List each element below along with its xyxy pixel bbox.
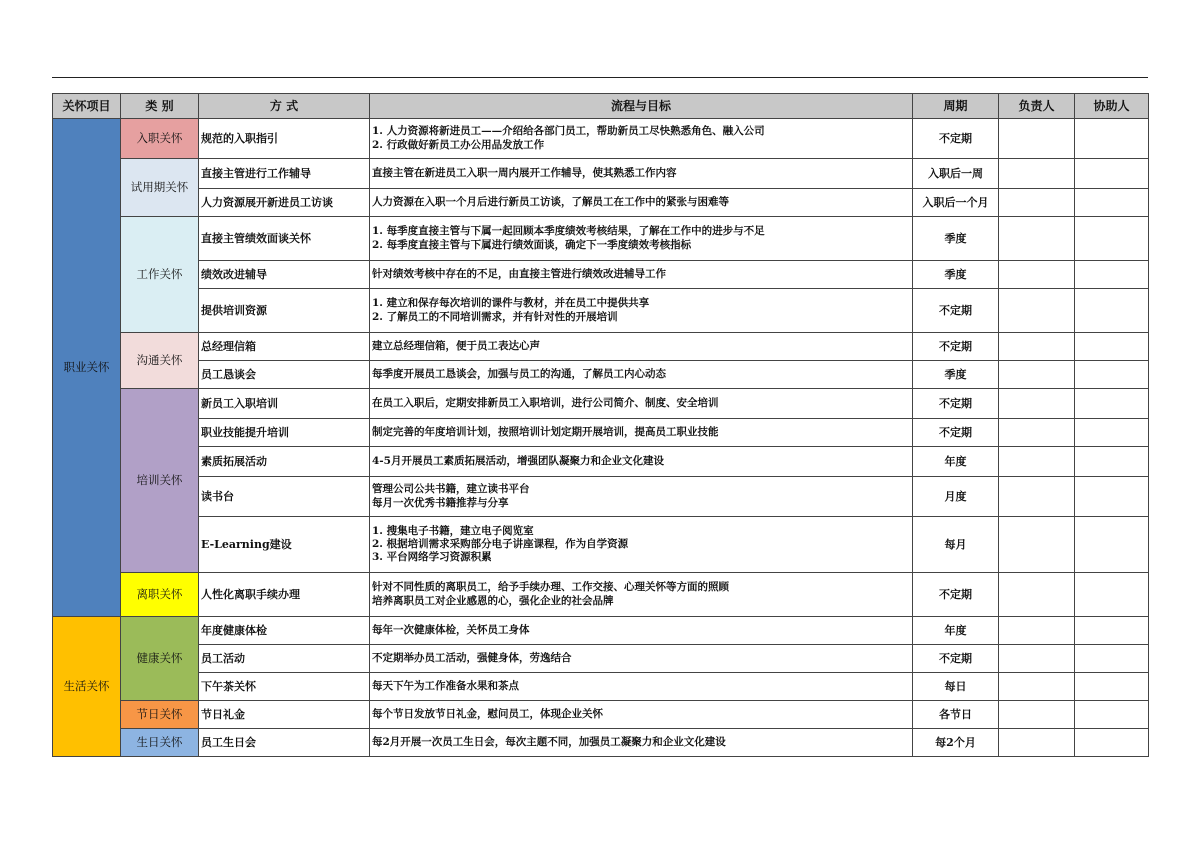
owner-cell[interactable] [999, 361, 1075, 389]
method-cell: 规范的入职指引 [199, 119, 370, 159]
flow-line: 2. 根据培训需求采购部分电子讲座课程，作为自学资源 [372, 537, 629, 550]
subcategory-festival: 节日关怀 [121, 701, 199, 729]
flow-line: 人力资源在入职一个月后进行新员工访谈，了解员工在工作中的紧张与困难等 [372, 195, 729, 208]
assistant-cell[interactable] [1075, 159, 1149, 189]
method-cell: 新员工入职培训 [199, 389, 370, 419]
owner-cell[interactable] [999, 673, 1075, 701]
assistant-cell[interactable] [1075, 673, 1149, 701]
flow-line: 每2月开展一次员工生日会，每次主题不同，加强员工凝聚力和企业文化建设 [372, 735, 726, 748]
owner-cell[interactable] [999, 447, 1075, 477]
table-row [53, 673, 1149, 701]
flow-goal-cell [370, 419, 913, 447]
flow-goal-cell [370, 389, 913, 419]
subcategory-work: 工作关怀 [121, 217, 199, 333]
flow-line: 每个节日发放节日礼金，慰问员工，体现企业关怀 [372, 707, 603, 720]
header-assistant: 协助人 [1075, 94, 1149, 119]
header-flow-goal: 流程与目标 [370, 94, 913, 119]
period-cell: 不定期 [913, 419, 999, 447]
flow-line: 4-5月开展员工素质拓展活动，增强团队凝聚力和企业文化建设 [372, 454, 664, 467]
flow-goal-cell [370, 573, 913, 617]
assistant-cell[interactable] [1075, 289, 1149, 333]
flow-goal-cell [370, 673, 913, 701]
subcategory-resign: 离职关怀 [121, 573, 199, 617]
owner-cell[interactable] [999, 389, 1075, 419]
subcategory-communication: 沟通关怀 [121, 333, 199, 389]
owner-cell[interactable] [999, 159, 1075, 189]
assistant-cell[interactable] [1075, 119, 1149, 159]
flow-line: 1. 建立和保存每次培训的课件与教材，并在员工中提供共享 [372, 297, 650, 310]
flow-line: 不定期举办员工活动，强健身体，劳逸结合 [372, 651, 572, 664]
table-row [53, 333, 1149, 361]
period-cell: 不定期 [913, 645, 999, 673]
header-method: 方 式 [199, 94, 370, 119]
header-owner: 负责人 [999, 94, 1075, 119]
method-cell: 素质拓展活动 [199, 447, 370, 477]
flow-line: 3. 平台网络学习资源积累 [372, 551, 492, 564]
flow-goal-cell [370, 477, 913, 517]
employee-care-table [52, 93, 1149, 757]
owner-cell[interactable] [999, 701, 1075, 729]
category-career: 职业关怀 [53, 119, 121, 617]
period-cell: 入职后一周 [913, 159, 999, 189]
assistant-cell[interactable] [1075, 189, 1149, 217]
period-cell: 季度 [913, 261, 999, 289]
flow-line: 每天下午为工作准备水果和茶点 [372, 679, 519, 692]
period-cell: 不定期 [913, 333, 999, 361]
assistant-cell[interactable] [1075, 333, 1149, 361]
flow-goal-cell [370, 217, 913, 261]
flow-line: 2. 了解员工的不同培训需求，并有针对性的开展培训 [372, 310, 618, 323]
period-cell: 年度 [913, 617, 999, 645]
flow-goal-cell [370, 159, 913, 189]
assistant-cell[interactable] [1075, 217, 1149, 261]
header-care-item: 关怀项目 [53, 94, 121, 119]
category-life: 生活关怀 [53, 617, 121, 757]
table-body [53, 119, 1149, 757]
method-cell: 读书台 [199, 477, 370, 517]
flow-goal-cell [370, 189, 913, 217]
assistant-cell[interactable] [1075, 261, 1149, 289]
assistant-cell[interactable] [1075, 573, 1149, 617]
subcategory-probation: 试用期关怀 [121, 159, 199, 217]
flow-goal-cell [370, 517, 913, 573]
method-cell: 下午茶关怀 [199, 673, 370, 701]
flow-goal-cell [370, 617, 913, 645]
period-cell: 季度 [913, 361, 999, 389]
flow-line: 每月一次优秀书籍推荐与分享 [372, 496, 509, 509]
flow-line: 1. 每季度直接主管与下属一起回顾本季度绩效考核结果，了解在工作中的进步与不足 [372, 225, 765, 238]
owner-cell[interactable] [999, 645, 1075, 673]
method-cell: 绩效改进辅导 [199, 261, 370, 289]
assistant-cell[interactable] [1075, 617, 1149, 645]
table-row [53, 729, 1149, 757]
assistant-cell[interactable] [1075, 701, 1149, 729]
period-cell: 各节日 [913, 701, 999, 729]
owner-cell[interactable] [999, 419, 1075, 447]
flow-goal-cell [370, 333, 913, 361]
flow-goal-cell [370, 447, 913, 477]
method-cell: 人力资源展开新进员工访谈 [199, 189, 370, 217]
assistant-cell[interactable] [1075, 729, 1149, 757]
owner-cell[interactable] [999, 189, 1075, 217]
owner-cell[interactable] [999, 261, 1075, 289]
assistant-cell[interactable] [1075, 645, 1149, 673]
period-cell: 不定期 [913, 573, 999, 617]
table-row [53, 159, 1149, 189]
subcategory-training: 培训关怀 [121, 389, 199, 573]
flow-goal-cell [370, 289, 913, 333]
period-cell: 入职后一个月 [913, 189, 999, 217]
owner-cell[interactable] [999, 119, 1075, 159]
flow-line: 2. 每季度直接主管与下属进行绩效面谈，确定下一季度绩效考核指标 [372, 238, 692, 251]
table-row [53, 361, 1149, 389]
table-row [53, 389, 1149, 419]
flow-line: 每年一次健康体检，关怀员工身体 [372, 623, 530, 636]
table-row [53, 289, 1149, 333]
method-cell: 员工恳谈会 [199, 361, 370, 389]
flow-line: 建立总经理信箱，便于员工表达心声 [372, 339, 540, 352]
method-cell: 提供培训资源 [199, 289, 370, 333]
subcategory-birthday: 生日关怀 [121, 729, 199, 757]
method-cell: 员工活动 [199, 645, 370, 673]
owner-cell[interactable] [999, 617, 1075, 645]
flow-line: 1. 搜集电子书籍，建立电子阅览室 [372, 524, 534, 537]
table-row [53, 517, 1149, 573]
flow-goal-cell [370, 361, 913, 389]
table-row [53, 419, 1149, 447]
method-cell: 直接主管绩效面谈关怀 [199, 217, 370, 261]
period-cell: 不定期 [913, 289, 999, 333]
assistant-cell[interactable] [1075, 419, 1149, 447]
flow-line: 每季度开展员工恳谈会，加强与员工的沟通，了解员工内心动态 [372, 367, 666, 380]
assistant-cell[interactable] [1075, 389, 1149, 419]
method-cell: 节日礼金 [199, 701, 370, 729]
method-cell: 直接主管进行工作辅导 [199, 159, 370, 189]
flow-line: 针对绩效考核中存在的不足，由直接主管进行绩效改进辅导工作 [372, 267, 666, 280]
method-cell: 年度健康体检 [199, 617, 370, 645]
assistant-cell[interactable] [1075, 361, 1149, 389]
table-row [53, 217, 1149, 261]
owner-cell[interactable] [999, 477, 1075, 517]
table-row [53, 447, 1149, 477]
flow-goal-cell [370, 261, 913, 289]
subcategory-health: 健康关怀 [121, 617, 199, 701]
subcategory-onboarding: 入职关怀 [121, 119, 199, 159]
method-cell: 员工生日会 [199, 729, 370, 757]
flow-line: 在员工入职后，定期安排新员工入职培训，进行公司简介、制度、安全培训 [372, 396, 719, 409]
owner-cell[interactable] [999, 289, 1075, 333]
period-cell: 每日 [913, 673, 999, 701]
assistant-cell[interactable] [1075, 447, 1149, 477]
table-row [53, 477, 1149, 517]
flow-goal-cell [370, 119, 913, 159]
flow-line: 培养离职员工对企业感恩的心，强化企业的社会品牌 [372, 594, 614, 607]
table-row [53, 701, 1149, 729]
period-cell: 季度 [913, 217, 999, 261]
owner-cell[interactable] [999, 517, 1075, 573]
table-row [53, 189, 1149, 217]
method-cell: 总经理信箱 [199, 333, 370, 361]
top-rule [52, 77, 1148, 78]
header-period: 周期 [913, 94, 999, 119]
assistant-cell[interactable] [1075, 517, 1149, 573]
table-header [53, 94, 1149, 119]
table-row [53, 645, 1149, 673]
method-cell: 职业技能提升培训 [199, 419, 370, 447]
table-row [53, 119, 1149, 159]
owner-cell[interactable] [999, 217, 1075, 261]
flow-line: 管理公司公共书籍，建立读书平台 [372, 483, 530, 496]
period-cell: 月度 [913, 477, 999, 517]
flow-line: 制定完善的年度培训计划，按照培训计划定期开展培训，提高员工职业技能 [372, 425, 719, 438]
method-cell: E-Learning建设 [199, 517, 370, 573]
assistant-cell[interactable] [1075, 477, 1149, 517]
owner-cell[interactable] [999, 333, 1075, 361]
flow-line: 1. 人力资源将新进员工——介绍给各部门员工，帮助新员工尽快熟悉角色、融入公司 [372, 125, 765, 138]
owner-cell[interactable] [999, 729, 1075, 757]
header-category: 类 别 [121, 94, 199, 119]
period-cell: 每月 [913, 517, 999, 573]
table-row [53, 617, 1149, 645]
table-row [53, 261, 1149, 289]
period-cell: 年度 [913, 447, 999, 477]
owner-cell[interactable] [999, 573, 1075, 617]
flow-goal-cell [370, 701, 913, 729]
flow-line: 2. 行政做好新员工办公用品发放工作 [372, 138, 545, 151]
period-cell: 不定期 [913, 119, 999, 159]
method-cell: 人性化离职手续办理 [199, 573, 370, 617]
period-cell: 每2个月 [913, 729, 999, 757]
table-row [53, 573, 1149, 617]
period-cell: 不定期 [913, 389, 999, 419]
flow-line: 直接主管在新进员工入职一周内展开工作辅导，使其熟悉工作内容 [372, 166, 677, 179]
flow-goal-cell [370, 729, 913, 757]
flow-line: 针对不同性质的离职员工，给予手续办理、工作交接、心理关怀等方面的照顾 [372, 581, 729, 594]
flow-goal-cell [370, 645, 913, 673]
